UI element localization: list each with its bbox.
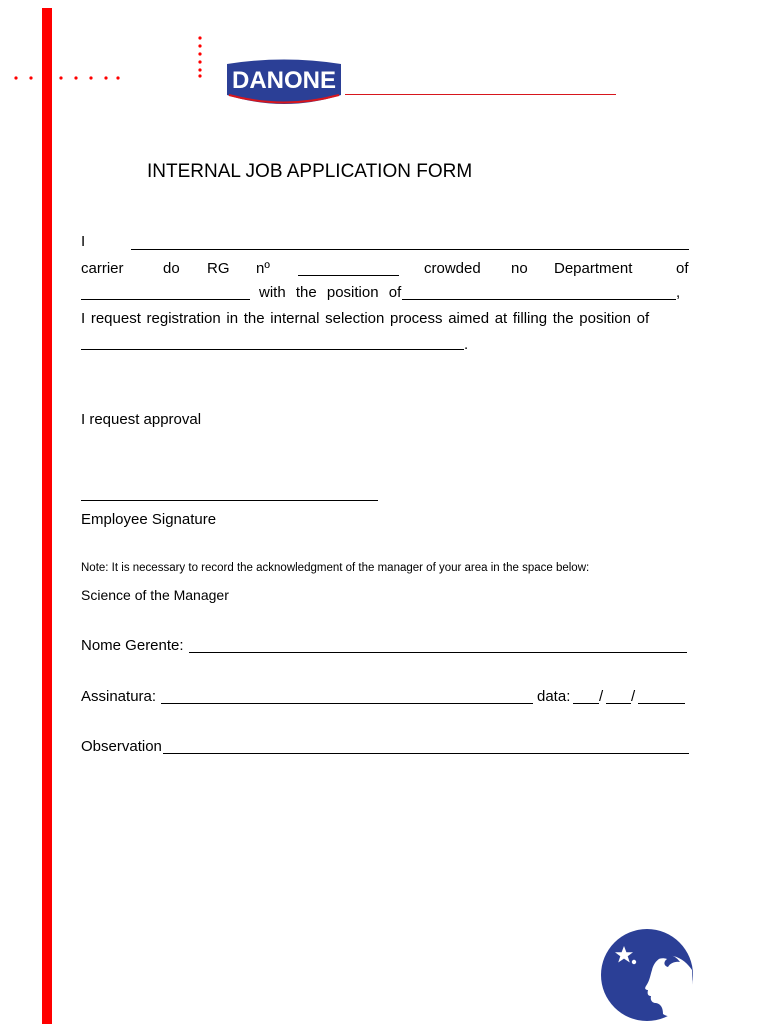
target-position-field[interactable] xyxy=(81,349,464,350)
logo-rule xyxy=(340,94,616,95)
date-separator-1: / xyxy=(599,688,604,705)
current-position-field[interactable] xyxy=(402,299,676,300)
text-crowded: crowded xyxy=(424,260,481,277)
dotted-line-vertical xyxy=(198,36,202,78)
manager-name-label: Nome Gerente: xyxy=(81,637,184,654)
text-no-sign: nº xyxy=(256,260,270,277)
text-do: do xyxy=(163,260,180,277)
text-rg: RG xyxy=(207,260,230,277)
manager-name-field[interactable] xyxy=(189,652,687,653)
date-separator-2: / xyxy=(631,688,636,705)
text-carrier: carrier xyxy=(81,260,124,277)
date-day-field[interactable] xyxy=(573,703,599,704)
danone-logo xyxy=(219,55,349,113)
red-margin-bar xyxy=(42,8,52,1024)
observation-field[interactable] xyxy=(163,753,689,754)
date-year-field[interactable] xyxy=(638,703,685,704)
text-department: Department xyxy=(554,260,633,277)
text-of: of xyxy=(676,260,689,277)
logo-text: DANONE xyxy=(231,67,337,94)
employee-signature-field[interactable] xyxy=(81,500,378,501)
form-title: INTERNAL JOB APPLICATION FORM xyxy=(147,161,473,182)
text-request-registration: I request registration in the internal selection process aimed at filling the position of xyxy=(81,310,650,327)
name-field[interactable] xyxy=(131,249,689,250)
text-no: no xyxy=(511,260,528,277)
date-label: data: xyxy=(537,688,571,705)
rg-number-field[interactable] xyxy=(298,275,399,276)
manager-science-label: Science of the Manager xyxy=(81,587,229,603)
danone-seal-icon xyxy=(600,928,694,1022)
text-comma: , xyxy=(676,284,681,301)
text-request-approval: I request approval xyxy=(81,411,202,428)
department-field[interactable] xyxy=(81,299,250,300)
dotted-line-horizontal xyxy=(14,76,120,80)
observation-label: Observation xyxy=(81,738,162,755)
text-with-position: with the position of xyxy=(259,284,402,301)
text-i: I xyxy=(81,233,86,250)
manager-signature-field[interactable] xyxy=(161,703,533,704)
signature-label: Assinatura: xyxy=(81,688,157,705)
text-period: . xyxy=(464,336,469,353)
employee-signature-label: Employee Signature xyxy=(81,511,217,528)
date-month-field[interactable] xyxy=(606,703,631,704)
note-text: Note: It is necessary to record the acknowledgment of the manager of your area in the space below: xyxy=(81,562,590,574)
